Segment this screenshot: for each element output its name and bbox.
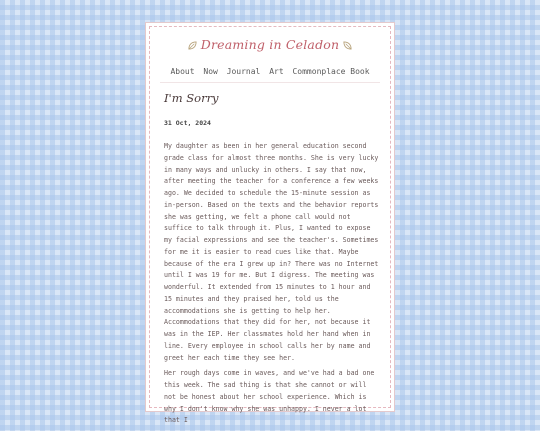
post-date: 31 Oct, 2024 bbox=[164, 119, 211, 127]
main-nav bbox=[150, 67, 390, 76]
nav-item-now[interactable]: Now bbox=[203, 67, 218, 76]
post-paragraph: My daughter as been in her general education second grade class for almost three months. She is very lucky in many ways and unlucky in others. I say that now, after meeting the teacher for a conference a few weeks ago. We decided to schedule the 15-minute session as in-person. Based on the texts and the behavior reports she was getting, we felt a phone call would not suffice to talk through it. Plus, I wanted to expose my facial expressions and see the teacher's. Sometimes for me it is easier to read cues like that. Maybe because of the era I grew up in? There was no Internet until I was 19 for me. But I digress. The meeting was wonderful. It extended from 15 minutes to 1 hour and 15 minutes and they praised her, told us the accommodations she is getting to help her. Accommodations that they did for her, not because it was in the IEP. Her classmates hold her hand when in line. Every employee in school calls her by name and greet her each time they see her. bbox=[164, 142, 379, 362]
post-paragraph: Her rough days come in waves, and we've had a bad one this week. The sad thing is that she cannot or will not be honest about her school experience. Which is why I don't know why she was unhappy. I never a lot that I bbox=[164, 369, 375, 425]
page-border bbox=[149, 26, 391, 425]
leaf-icon bbox=[343, 41, 352, 50]
site-title[interactable]: Dreaming in Celadon bbox=[200, 37, 340, 52]
nav-item-journal[interactable]: Journal bbox=[226, 67, 261, 76]
nav-item-commonplace-book[interactable]: Commonplace Book bbox=[292, 67, 370, 76]
site-header[interactable] bbox=[150, 37, 390, 52]
post-body bbox=[164, 141, 382, 431]
nav-item-about[interactable]: About bbox=[170, 67, 195, 76]
page-card bbox=[145, 22, 395, 425]
leaf-icon bbox=[188, 41, 197, 50]
post-title: I'm Sorry bbox=[164, 91, 219, 105]
nav-item-art[interactable]: Art bbox=[269, 67, 284, 76]
header-divider bbox=[160, 82, 380, 83]
